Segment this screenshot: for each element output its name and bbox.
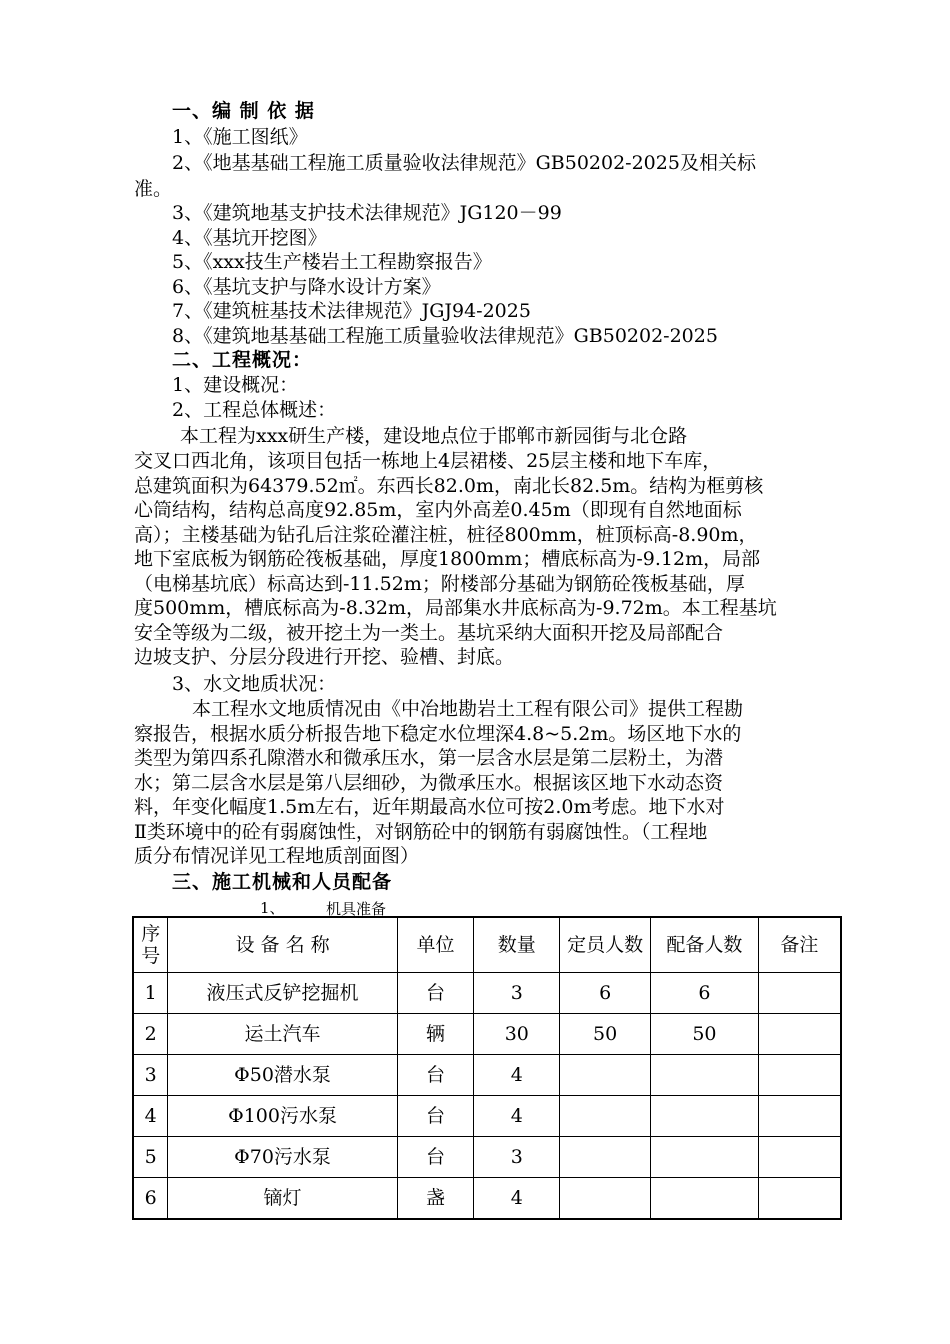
cell-unit: 台	[397, 973, 474, 1014]
section-heading-machinery: 三、施工机械和人员配备	[172, 871, 393, 893]
basis-item-7: 7、《建筑桩基技术法律规范》JGJ94-2025	[172, 300, 531, 322]
cell-qty: 30	[474, 1014, 560, 1055]
overview-paragraph-line: 高）；主楼基础为钻孔后注浆砼灌注桩，桩径800mm，桩顶标高-8.90m，	[134, 524, 758, 546]
overview-paragraph-line: （电梯基坑底）标高达到-11.52m；附楼部分基础为钢筋砼筏板基础，厚	[134, 573, 745, 595]
overview-paragraph-line: 度500mm，槽底标高为-8.32m，局部集水井底标高为-9.72m。本工程基坑	[134, 597, 777, 619]
cell-name: 镝灯	[168, 1178, 397, 1220]
hydro-paragraph-line: 察报告，根据水质分析报告地下稳定水位埋深4.8~5.2m。场区地下水的	[134, 723, 742, 745]
overview-sub-1: 1、建设概况：	[172, 374, 299, 396]
overview-paragraph-line: 边坡支护、分层分段进行开挖、验槽、封底。	[134, 646, 515, 668]
cell-name: 运土汽车	[168, 1014, 397, 1055]
overview-paragraph-line: 地下室底板为钢筋砼筏板基础，厚度1800mm；槽底标高为-9.12m，局部	[134, 548, 761, 570]
overview-paragraph-line: 安全等级为二级，被开挖土为一类土。基坑采纳大面积开挖及局部配合	[134, 622, 724, 644]
section-heading-overview: 二、工程概况：	[172, 349, 313, 371]
cell-seq: 2	[133, 1014, 168, 1055]
cell-staff	[560, 1055, 651, 1096]
header-cell-name: 设 备 名 称	[168, 917, 397, 973]
basis-item-2: 2、《地基基础工程施工质量验收法律规范》GB50202-2025及相关标	[172, 152, 756, 174]
hydro-paragraph-line: 本工程水文地质情况由《中冶地勘岩土工程有限公司》提供工程勘	[192, 698, 744, 720]
cell-assigned	[651, 1096, 759, 1137]
basis-item-1: 1、《施工图纸》	[172, 126, 308, 148]
header-cell-seq: 序号	[133, 917, 168, 973]
hydro-paragraph-line: Ⅱ类环境中的砼有弱腐蚀性，对钢筋砼中的钢筋有弱腐蚀性。（工程地	[134, 821, 708, 843]
cell-name: Φ100污水泵	[168, 1096, 397, 1137]
table-row	[133, 1096, 841, 1137]
cell-unit: 台	[397, 1055, 474, 1096]
basis-item-2-continued: 准。	[134, 178, 173, 200]
machinery-sub-number: 1、	[260, 899, 285, 917]
cell-seq: 5	[133, 1137, 168, 1178]
cell-staff	[560, 1096, 651, 1137]
hydro-paragraph-line: 质分布情况详见工程地质剖面图）	[134, 845, 420, 867]
overview-paragraph-line: 交叉口西北角，该项目包括一栋地上4层裙楼、25层主楼和地下车库，	[134, 450, 722, 472]
machinery-sub-title: 机具准备	[326, 900, 387, 918]
cell-assigned: 6	[651, 973, 759, 1014]
table-row	[133, 973, 841, 1014]
cell-staff	[560, 1178, 651, 1220]
cell-assigned	[651, 1178, 759, 1220]
header-cell-staff: 定员人数	[560, 917, 651, 973]
cell-name: Φ50潜水泵	[168, 1055, 397, 1096]
machinery-table	[132, 916, 842, 1220]
basis-item-5: 5、《xxx技生产楼岩土工程勘察报告》	[172, 251, 492, 273]
overview-paragraph-line: 总建筑面积为64379.52㎡。东西长82.0m，南北长82.5m。结构为框剪核	[134, 475, 764, 497]
cell-assigned: 50	[651, 1014, 759, 1055]
cell-seq: 1	[133, 973, 168, 1014]
cell-qty: 3	[474, 1137, 560, 1178]
cell-qty: 4	[474, 1096, 560, 1137]
cell-qty: 3	[474, 973, 560, 1014]
cell-staff: 50	[560, 1014, 651, 1055]
hydro-paragraph-line: 水；第二层含水层是第八层细砂，为微承压水。根据该区地下水动态资	[134, 772, 724, 794]
basis-item-6: 6、《基坑支护与降水设计方案》	[172, 276, 441, 298]
cell-name: 液压式反铲挖掘机	[168, 973, 397, 1014]
table-header-row	[133, 917, 841, 973]
basis-item-8: 8、《建筑地基基础工程施工质量验收法律规范》GB50202-2025	[172, 325, 718, 347]
cell-unit: 台	[397, 1137, 474, 1178]
cell-remark	[758, 1137, 841, 1178]
cell-staff	[560, 1137, 651, 1178]
header-cell-qty: 数量	[474, 917, 560, 973]
hydro-paragraph-line: 料，年变化幅度1.5m左右，近年期最高水位可按2.0m考虑。地下水对	[134, 796, 725, 818]
cell-unit: 台	[397, 1096, 474, 1137]
cell-name: Φ70污水泵	[168, 1137, 397, 1178]
table-row	[133, 1014, 841, 1055]
cell-remark	[758, 1055, 841, 1096]
cell-seq: 3	[133, 1055, 168, 1096]
header-cell-remark: 备注	[758, 917, 841, 973]
basis-item-4: 4、《基坑开挖图》	[172, 227, 327, 249]
cell-remark	[758, 1096, 841, 1137]
basis-item-3: 3、《建筑地基支护技术法律规范》JG120－99	[172, 202, 562, 224]
table-row	[133, 1178, 841, 1220]
cell-unit: 辆	[397, 1014, 474, 1055]
cell-qty: 4	[474, 1055, 560, 1096]
table-row	[133, 1055, 841, 1096]
header-cell-assigned: 配备人数	[651, 917, 759, 973]
overview-paragraph-line: 心筒结构，结构总高度92.85m，室内外高差0.45m（即现有自然地面标	[134, 499, 742, 521]
cell-staff: 6	[560, 973, 651, 1014]
table-row	[133, 1137, 841, 1178]
cell-qty: 4	[474, 1178, 560, 1220]
cell-seq: 6	[133, 1178, 168, 1220]
cell-seq: 4	[133, 1096, 168, 1137]
cell-remark	[758, 1014, 841, 1055]
cell-assigned	[651, 1137, 759, 1178]
overview-sub-2: 2、工程总体概述：	[172, 399, 337, 421]
cell-unit: 盏	[397, 1178, 474, 1220]
hydro-paragraph-line: 类型为第四系孔隙潜水和微承压水，第一层含水层是第二层粉土，为潜	[134, 747, 724, 769]
cell-remark	[758, 973, 841, 1014]
cell-remark	[758, 1178, 841, 1220]
header-cell-unit: 单位	[397, 917, 474, 973]
cell-assigned	[651, 1055, 759, 1096]
overview-sub-3: 3、水文地质状况：	[172, 673, 337, 695]
section-heading-basis: 一、编 制 依 据	[172, 100, 315, 122]
overview-paragraph-line: 本工程为xxx研生产楼，建设地点位于邯郸市新园街与北仓路	[180, 425, 688, 447]
